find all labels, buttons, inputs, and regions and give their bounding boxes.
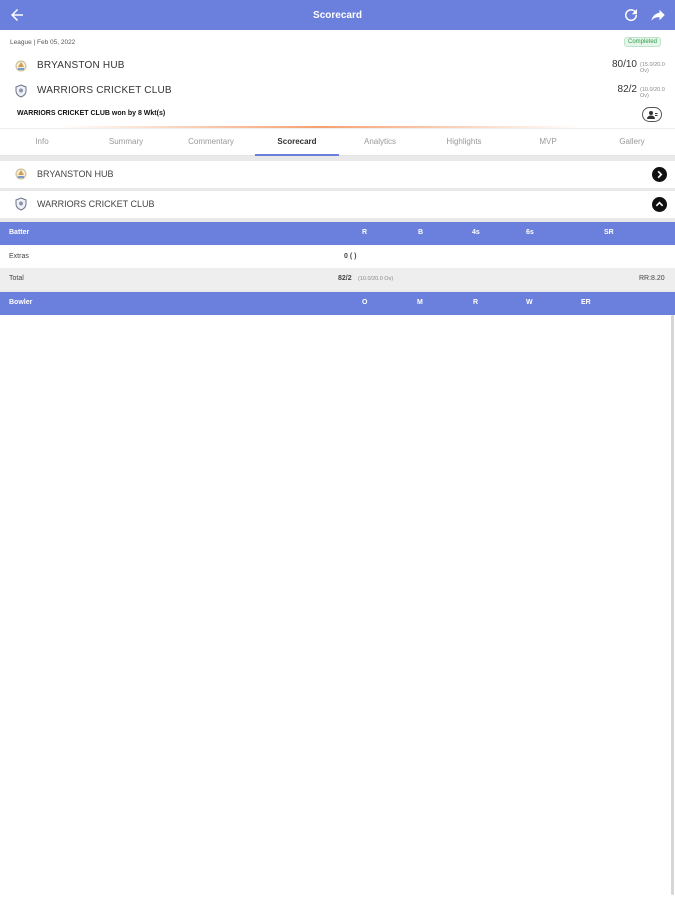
tab-analytics[interactable]: Analytics: [363, 137, 396, 146]
team-logo-icon: [14, 84, 28, 98]
batting-table-header: [0, 222, 675, 245]
scrollbar[interactable]: [671, 315, 674, 895]
fours-column-header: 4s: [472, 229, 480, 236]
chevron-up-icon[interactable]: [652, 197, 667, 212]
extras-row: [0, 246, 675, 268]
status-badge: Completed: [624, 37, 661, 47]
team-logo-icon: [14, 167, 28, 181]
match-meta: League | Feb 05, 2022: [10, 39, 76, 46]
refresh-icon[interactable]: [622, 6, 640, 24]
team-logo-icon: [14, 59, 28, 73]
extras-label: Extras: [9, 253, 29, 260]
tab-scorecard[interactable]: Scorecard: [277, 137, 317, 146]
bowling-table-header: [0, 292, 675, 315]
team-score-row: [0, 56, 675, 76]
overs-column-header: O: [362, 299, 368, 306]
match-result: WARRIORS CRICKET CLUB won by 8 Wkt(s): [17, 110, 166, 117]
total-value: 82/2: [338, 275, 352, 282]
sixes-column-header: 6s: [526, 229, 534, 236]
team-name: WARRIORS CRICKET CLUB: [37, 85, 172, 96]
player-profile-button[interactable]: [642, 107, 662, 122]
page-title: Scorecard: [313, 9, 362, 21]
balls-column-header: B: [418, 229, 424, 236]
team-score: 82/2: [617, 84, 637, 95]
team-overs: (10.0/20.0 Ov): [640, 87, 665, 99]
share-icon[interactable]: [648, 6, 668, 24]
match-summary-card: [0, 30, 675, 128]
tab-bar: [0, 128, 675, 156]
team-logo-icon: [14, 197, 28, 211]
team-score-row: [0, 81, 675, 101]
runs-conceded-column-header: R: [473, 299, 479, 306]
innings-team-name: BRYANSTON HUB: [37, 169, 114, 179]
economy-column-header: ER: [581, 299, 591, 306]
tab-mvp[interactable]: MVP: [539, 137, 557, 146]
team-name: BRYANSTON HUB: [37, 60, 125, 71]
innings-header-warriors[interactable]: [0, 191, 675, 218]
total-overs: (10.0/20.0 Ov): [358, 276, 394, 282]
maidens-column-header: M: [417, 299, 423, 306]
chevron-right-icon[interactable]: [652, 167, 667, 182]
batter-column-header: Batter: [9, 229, 30, 236]
team-overs: (15.0/20.0 Ov): [640, 62, 665, 74]
person-icon: [646, 110, 658, 120]
strike-rate-column-header: SR: [604, 229, 614, 236]
innings-team-name: WARRIORS CRICKET CLUB: [37, 199, 155, 209]
tab-highlights[interactable]: Highlights: [446, 137, 482, 146]
wickets-column-header: W: [526, 299, 533, 306]
total-row: [0, 268, 675, 290]
run-rate: RR:8.20: [639, 275, 665, 282]
tab-summary[interactable]: Summary: [108, 137, 144, 146]
tab-commentary[interactable]: Commentary: [188, 137, 234, 146]
app-header: [0, 0, 675, 30]
extras-value: 0 ( ): [344, 253, 357, 260]
innings-header-bryanston[interactable]: [0, 161, 675, 188]
runs-column-header: R: [362, 229, 368, 236]
bowler-column-header: Bowler: [9, 299, 33, 306]
total-label: Total: [9, 275, 24, 282]
tab-info[interactable]: Info: [35, 137, 49, 146]
team-score: 80/10: [611, 59, 637, 70]
tab-gallery[interactable]: Gallery: [619, 137, 645, 146]
